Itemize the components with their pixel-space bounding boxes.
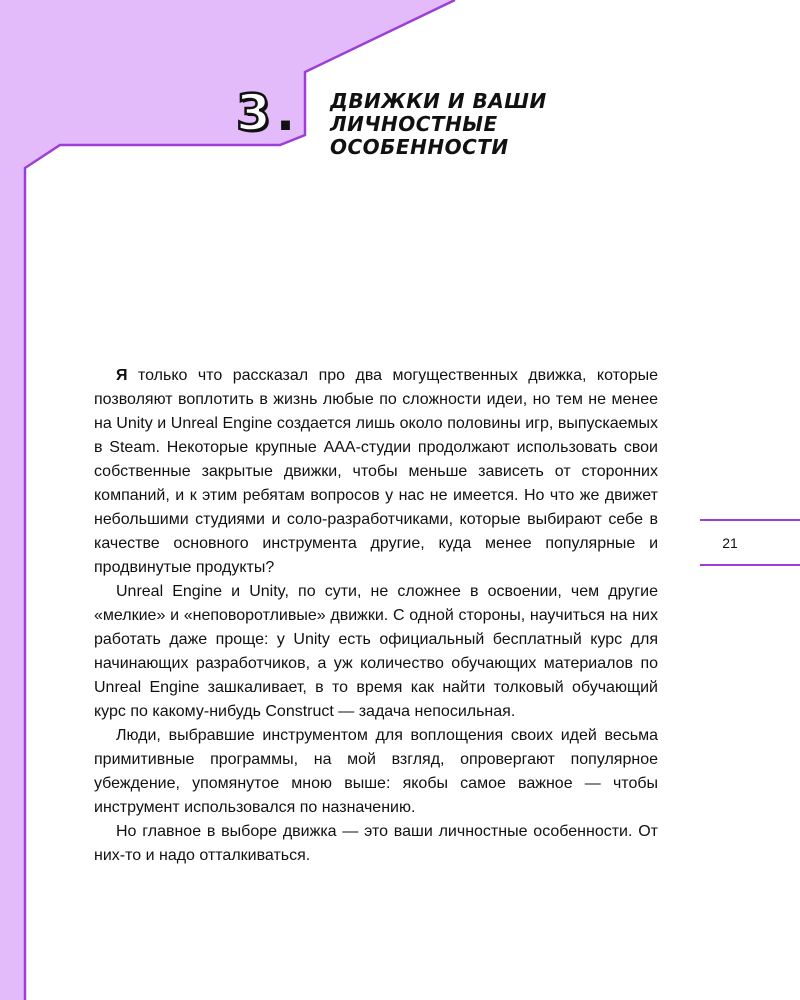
paragraph-1-text: только что рассказал про два могущественных движка, которые позволяют воплотить в жизнь любые по сложности идеи, но тем не менее на Unity и Unreal Engine создается лишь около половины игр, выпускаемых в Steam. Некоторые крупные AAA-студии продолжают использовать свои собственные закрытые движки, чтобы меньше зависеть от сторонних компаний, и к этим ребятам вопросов у нас не имеется. Но что же движет небольшими студиями и соло-разработчиками, которые выбирают себе в качестве основного инструмента другие, куда менее популярные и продвинутые продукты? [94, 367, 658, 576]
page-number: 21 [722, 535, 738, 551]
chapter-heading [236, 84, 636, 168]
paragraph-first-word: Я [116, 367, 128, 384]
chapter-title: ДВИЖКИ И ВАШИ ЛИЧНОСТНЫЕ ОСОБЕННОСТИ [330, 89, 547, 159]
chapter-number: 3 [236, 84, 271, 142]
paragraph-1 [94, 364, 658, 580]
paragraph-4: Но главное в выборе движка — это ваши личностные особенности. От них-то и надо отталкиваться. [94, 823, 658, 864]
body-text [94, 364, 658, 868]
paragraph-2: Unreal Engine и Unity, по сути, не сложнее в освоении, чем другие «мелкие» и «неповоротливые» движки. С одной стороны, научиться на них работать даже проще: у Unity есть официальный бесплатный курс для начинающих разработчиков, а уж количество обучающих материалов по Unreal Engine зашкаливает, в то время как найти толковый обучающий курс по какому-нибудь Construct — задача непосильная. [94, 583, 658, 720]
chapter-number-dot: . [276, 84, 295, 142]
paragraph-3: Люди, выбравшие инструментом для воплощения своих идей весьма примитивные программы, на мой взгляд, опровергают популярное убеждение, упомянутое мною выше: якобы самое важное — чтобы инструмент использовался по назначению. [94, 727, 658, 816]
